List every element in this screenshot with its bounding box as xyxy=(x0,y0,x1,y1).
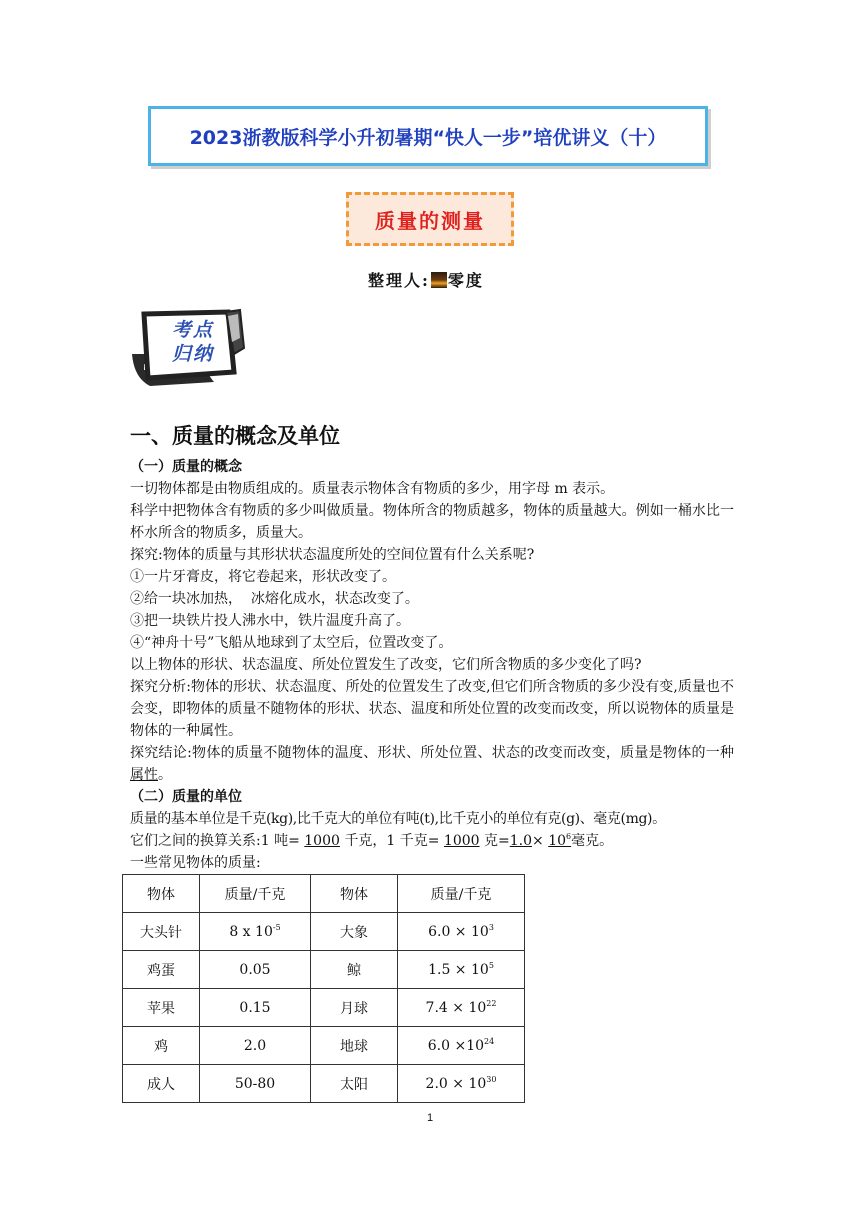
badge-line-1: 考点 xyxy=(171,319,214,341)
table-cell xyxy=(398,1027,525,1065)
list-item: ①一片牙膏皮，将它卷起来，形状改变了。 xyxy=(130,569,396,585)
list-item: ②给一块冰加热， 冰熔化成水，状态改变了。 xyxy=(130,591,419,607)
table-row xyxy=(123,1065,525,1103)
paragraph xyxy=(130,742,734,786)
mass-value: 0.05 xyxy=(239,961,271,978)
title-banner xyxy=(148,106,708,166)
paragraph: 质量的基本单位是千克(kg),比千克大的单位有吨(t),比千克小的单位有克(g)、毫克(mg)。 xyxy=(130,811,666,827)
mass-value: 1.5 × 10 xyxy=(428,961,489,978)
table-cell xyxy=(398,989,525,1027)
mass-value: 2.0 × 10 xyxy=(425,1075,487,1092)
mass-table xyxy=(122,874,525,1103)
table-header: 质量/千克 xyxy=(398,875,525,913)
conversion-line xyxy=(130,830,734,852)
table-cell xyxy=(200,913,311,951)
blank-answer xyxy=(548,833,571,849)
conversion-text: 千克，1 千克= xyxy=(339,833,444,849)
underlined-term: 属性 xyxy=(130,767,158,783)
table-cell: 鸡 xyxy=(123,1027,200,1065)
table-cell: 鸡蛋 xyxy=(123,951,200,989)
table-row xyxy=(123,913,525,951)
table-header-row xyxy=(123,875,525,913)
blank-answer: 1000 xyxy=(304,833,340,849)
section-body xyxy=(130,456,734,874)
table-cell xyxy=(200,1027,311,1065)
blank-answer: 1.0 xyxy=(509,833,532,849)
conversion-text: 克= xyxy=(479,833,510,849)
subheading-units: （二）质量的单位 xyxy=(130,789,242,805)
table-cell: 太阳 xyxy=(311,1065,398,1103)
organizer-name: 零度 xyxy=(447,271,484,290)
section-heading: 一、质量的概念及单位 xyxy=(130,424,340,448)
table-cell xyxy=(200,1065,311,1103)
conversion-text: × xyxy=(532,833,549,849)
list-item: ③把一块铁片投人沸水中，铁片温度升高了。 xyxy=(130,613,410,629)
table-cell: 苹果 xyxy=(123,989,200,1027)
conclusion-text: 探究结论:物体的质量不随物体的温度、形状、所处位置、状态的改变而改变，质量是物体的一种 xyxy=(130,745,734,761)
mass-value: 6.0 ×10 xyxy=(427,1037,485,1054)
table-cell xyxy=(200,989,311,1027)
sunset-icon xyxy=(431,272,447,288)
page-number: 1 xyxy=(426,1112,434,1124)
subheading-concept: （一）质量的概念 xyxy=(130,459,242,475)
paragraph: 科学中把物体含有物质的多少叫做质量。物体所含的物质越多，物体的质量越大。例如一桶水比一杯水所含的物质多，质量大。 xyxy=(130,503,734,541)
table-cell: 鲸 xyxy=(311,951,398,989)
document-title: 2023浙教版科学小升初暑期“快人一步”培优讲义（十） xyxy=(189,126,667,149)
table-cell xyxy=(200,951,311,989)
table-header: 物体 xyxy=(123,875,200,913)
badge-line-2: 归纳 xyxy=(171,343,214,365)
mass-exponent: 30 xyxy=(486,1074,497,1084)
paragraph: 探究分析:物体的形状、状态温度、所处的位置发生了改变,但它们所含物质的多少没有变,质量也不会变，即物体的质量不随物体的形状、状态、温度和所处位置的改变而改变，所以说物体的质量是物体的一种属性。 xyxy=(130,679,734,739)
table-header: 质量/千克 xyxy=(200,875,311,913)
key-points-badge xyxy=(130,308,246,390)
paragraph: 一些常见物体的质量: xyxy=(130,855,261,871)
table-row xyxy=(123,951,525,989)
power-base: 10 xyxy=(548,833,567,849)
paragraph: 以上物体的形状、状态温度、所处位置发生了改变，它们所含物质的多少变化了吗? xyxy=(130,657,642,673)
table-cell xyxy=(398,913,525,951)
conversion-text: 毫克。 xyxy=(571,833,614,849)
list-item: ④“神舟十号”飞船从地球到了太空后，位置改变了。 xyxy=(130,635,453,651)
table-cell xyxy=(398,1065,525,1103)
table-cell: 成人 xyxy=(123,1065,200,1103)
badge-label xyxy=(158,318,228,366)
mass-value: 0.15 xyxy=(239,999,271,1016)
conclusion-end: 。 xyxy=(158,767,172,783)
table-header: 物体 xyxy=(311,875,398,913)
topic-banner xyxy=(346,192,514,246)
table-row xyxy=(123,989,525,1027)
mass-value: 2.0 xyxy=(243,1037,267,1054)
mass-exponent: 3 xyxy=(488,922,494,932)
organizer-label: 整理人: xyxy=(368,271,430,290)
mass-value: 6.0 × 10 xyxy=(428,923,489,940)
topic-title: 质量的测量 xyxy=(375,208,485,233)
mass-exponent: -5 xyxy=(272,922,281,932)
mass-value: 8 x 10 xyxy=(229,923,273,940)
mass-exponent: 24 xyxy=(484,1036,495,1046)
mass-value: 7.4 × 10 xyxy=(425,999,487,1016)
conversion-text: 它们之间的换算关系:1 吨= xyxy=(130,833,305,849)
power-exponent: 6 xyxy=(566,832,572,841)
paragraph: 探究:物体的质量与其形状状态温度所处的空间位置有什么关系呢? xyxy=(130,547,535,563)
table-cell: 地球 xyxy=(311,1027,398,1065)
table-row xyxy=(123,1027,525,1065)
mass-exponent: 22 xyxy=(486,998,497,1008)
paragraph: 一切物体都是由物质组成的。质量表示物体含有物质的多少，用字母 m 表示。 xyxy=(130,481,615,497)
mass-exponent: 5 xyxy=(488,960,494,970)
blank-answer: 1000 xyxy=(443,833,480,849)
organizer-line xyxy=(368,268,484,291)
mass-value: 50-80 xyxy=(234,1075,276,1092)
table-cell: 大头针 xyxy=(123,913,200,951)
table-cell: 月球 xyxy=(311,989,398,1027)
table-cell: 大象 xyxy=(311,913,398,951)
table-cell xyxy=(398,951,525,989)
